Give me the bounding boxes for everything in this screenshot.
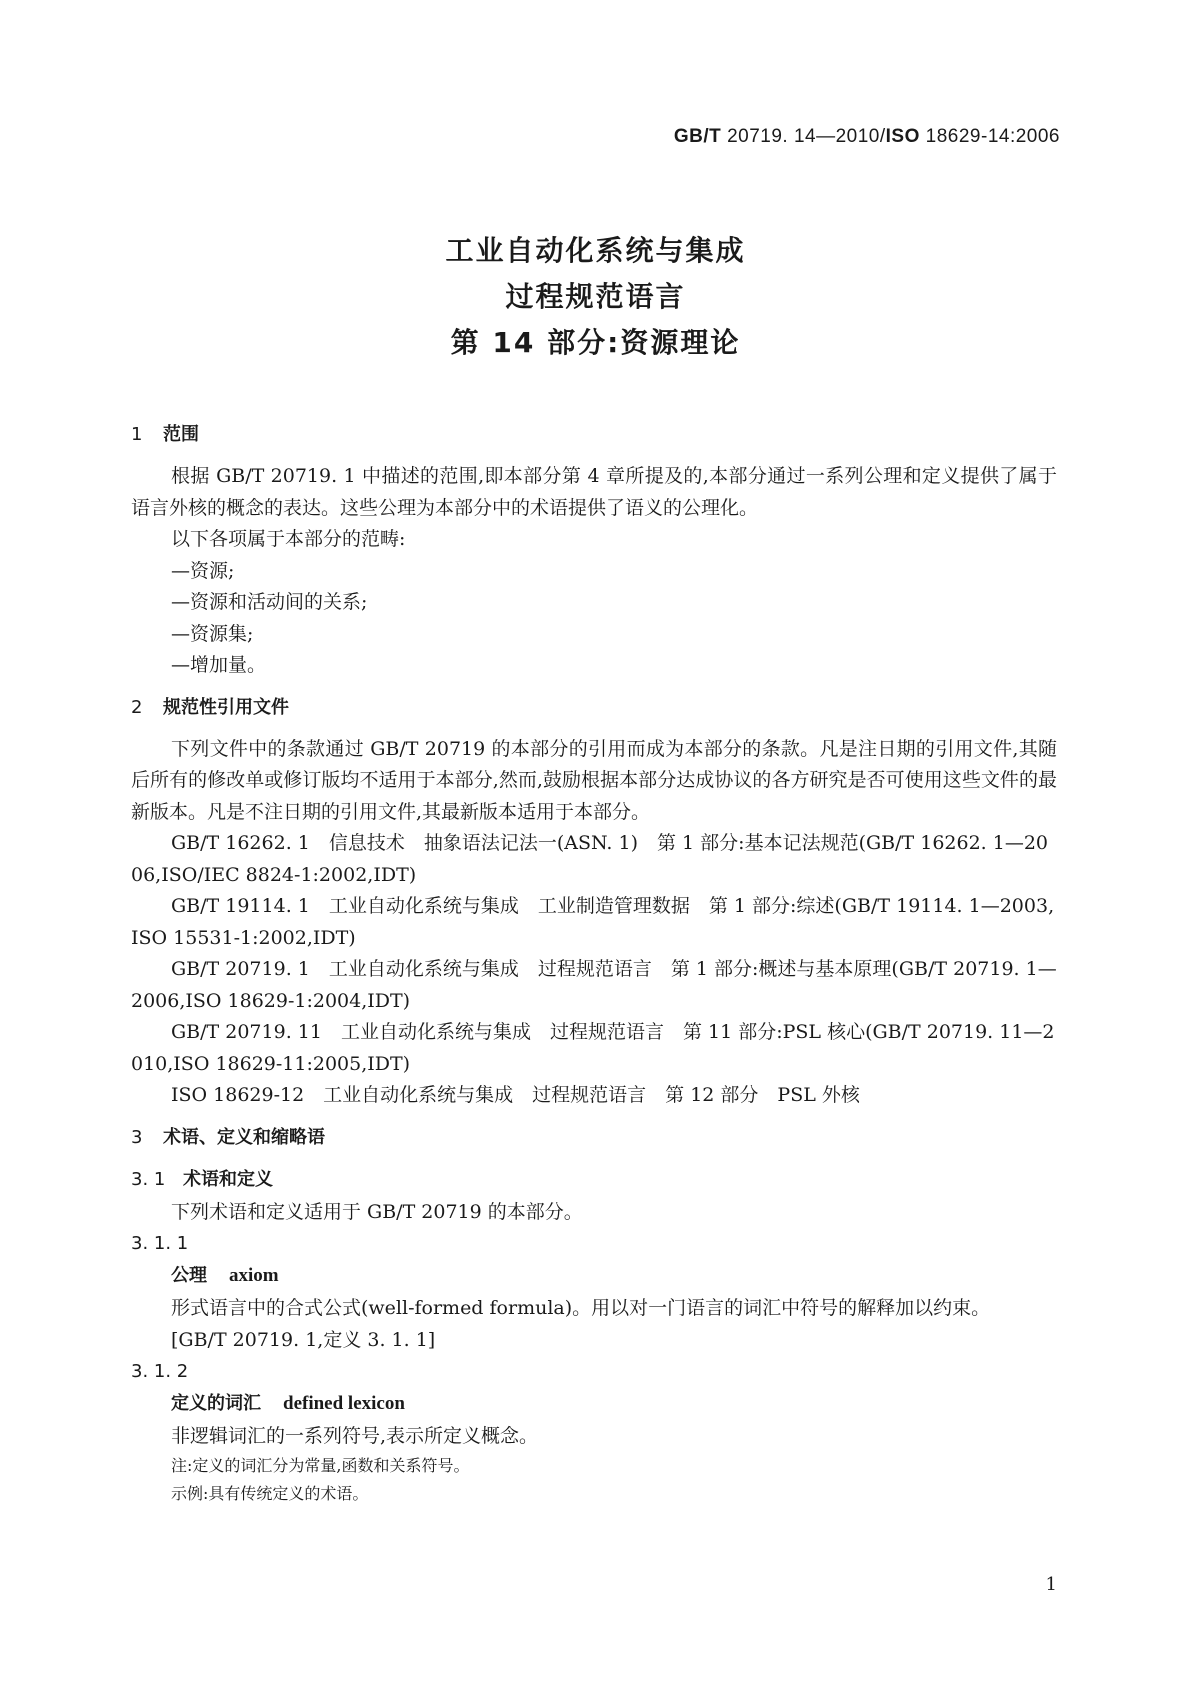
section-number: 3 (131, 1126, 143, 1148)
normative-references-paragraph: 下列文件中的条款通过 GB/T 20719 的本部分的引用而成为本部分的条款。凡是注日期的引用文件,其随后所有的修改单或修订版均不适用于本部分,然而,鼓励根据本部分达成协议的各方研究是否可使用这些文件的最新版本。凡是不注日期的引用文件,其最新版本适用于本部分。 (131, 737, 1057, 823)
term-example: 示例:具有传统定义的术语。 (171, 1483, 369, 1503)
std-number: 20719. 14—2010/ (727, 126, 886, 147)
reference-item: GB/T 19114. 1 工业自动化系统与集成 工业制造管理数据 第 1 部分:综述(GB/T 19114. 1—2003,ISO 15531-1:2002,IDT) (131, 895, 1055, 949)
section-number: 2 (131, 696, 143, 718)
term-number: 3. 1. 2 (131, 1360, 189, 1382)
term-en: defined lexicon (283, 1392, 405, 1414)
list-item: —资源和活动间的关系; (171, 591, 368, 613)
reference-item: GB/T 16262. 1 信息技术 抽象语法记法一(ASN. 1) 第 1 部分:基本记法规范(GB/T 16262. 1—2006,ISO/IEC 8824-1:2002,IDT) (131, 832, 1049, 886)
list-item: —资源; (171, 559, 235, 582)
terms-intro: 下列术语和定义适用于 GB/T 20719 的本部分。 (171, 1200, 583, 1223)
document-title (0, 228, 1191, 366)
term-number: 3. 1. 1 (131, 1232, 189, 1254)
title-line-3: 第 14 部分:资源理论 (450, 326, 741, 359)
term-en: axiom (229, 1264, 279, 1286)
list-item: —资源集; (171, 622, 254, 645)
term-zh: 定义的词汇 (171, 1392, 261, 1414)
reference-item: GB/T 20719. 11 工业自动化系统与集成 过程规范语言 第 11 部分:PSL 核心(GB/T 20719. 11—2010,ISO 18629-11:2005,IDT) (131, 1021, 1055, 1075)
standard-identifier (674, 126, 1060, 148)
term-entry (131, 1260, 1057, 1292)
term-entry (131, 1388, 1057, 1420)
section-title: 术语、定义和缩略语 (163, 1126, 325, 1148)
section-2-heading (131, 688, 1057, 728)
iso-prefix: ISO (885, 126, 920, 147)
section-3-heading (131, 1118, 1057, 1158)
std-prefix: GB/T (673, 126, 722, 147)
document-body (131, 415, 1057, 1508)
section-number: 1 (131, 424, 143, 445)
term-definition: 非逻辑词汇的一系列符号,表示所定义概念。 (171, 1424, 539, 1447)
section-1-heading (131, 415, 1057, 455)
subsection-number: 3. 1 (131, 1168, 166, 1190)
scope-list-intro: 以下各项属于本部分的范畴: (171, 528, 406, 550)
term-note: 注:定义的词汇分为常量,函数和关系符号。 (171, 1455, 470, 1475)
term-source: [GB/T 20719. 1,定义 3. 1. 1] (171, 1328, 436, 1351)
term-definition: 形式语言中的合式公式(well-formed formula)。用以对一门语言的词汇中符号的解释加以约束。 (171, 1296, 991, 1319)
reference-item: ISO 18629-12 工业自动化系统与集成 过程规范语言 第 12 部分 PSL 外核 (171, 1084, 860, 1106)
term-zh: 公理 (171, 1264, 207, 1286)
subsection-3-1-heading (131, 1164, 1057, 1196)
title-line-1: 工业自动化系统与集成 (445, 234, 746, 267)
list-item: —增加量。 (171, 654, 267, 676)
reference-item: GB/T 20719. 1 工业自动化系统与集成 过程规范语言 第 1 部分:概述与基本原理(GB/T 20719. 1—2006,ISO 18629-1:2004,IDT) (131, 958, 1057, 1012)
subsection-title: 术语和定义 (183, 1168, 273, 1190)
iso-number: 18629-14:2006 (925, 126, 1060, 147)
scope-paragraph: 根据 GB/T 20719. 1 中描述的范围,即本部分第 4 章所提及的,本部分通过一系列公理和定义提供了属于语言外核的概念的表达。这些公理为本部分中的术语提供了语义的公理化。 (131, 465, 1057, 519)
title-line-2: 过程规范语言 (505, 280, 686, 313)
section-title: 范围 (163, 424, 199, 445)
section-title: 规范性引用文件 (163, 696, 289, 718)
page-number: 1 (1045, 1574, 1057, 1595)
